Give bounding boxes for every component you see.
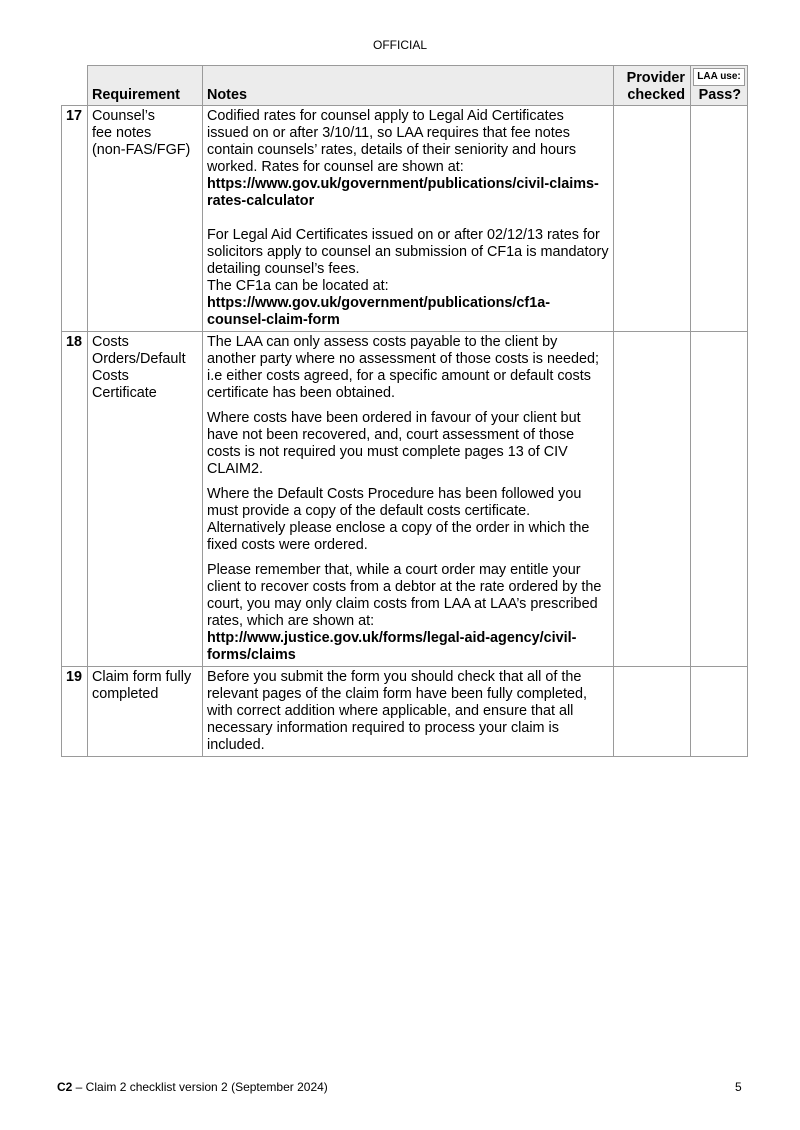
footer-document-title (57, 1080, 328, 1094)
table-row (62, 106, 748, 332)
row-number: 17 (62, 106, 88, 332)
requirement-line: (non-FAS/FGF) (92, 142, 191, 158)
header-notes (203, 66, 614, 106)
notes-paragraph: Please remember that, while a court order may entitle your client to recover costs from a debtor at the rate ordered by the court, you may only claim costs from LAA at LAA’s prescribed rates, which are shown at: (207, 562, 602, 629)
notes-cell (203, 106, 614, 332)
header-provider-label (627, 70, 685, 104)
header-requirement-label: Requirement (92, 87, 180, 103)
pass-label: Pass? (698, 87, 741, 103)
requirement-line: Claim form fully (92, 669, 192, 685)
requirement-line: Costs (92, 334, 129, 350)
header-provider-checked (614, 66, 691, 106)
header-provider-line2: checked (627, 87, 685, 103)
laa-pass-cell[interactable] (691, 332, 748, 667)
notes-cell (203, 667, 614, 757)
notes-paragraph: The CF1a can be located at: (207, 278, 389, 294)
header-notes-label: Notes (207, 87, 247, 103)
civil-forms-claims-link[interactable]: http://www.justice.gov.uk/forms/legal-aid-agency/civil-forms/claims (207, 630, 577, 663)
notes-paragraph: Before you submit the form you should check that all of the relevant pages of the claim form have been fully completed, with correct addition where applicable, and ensure that all necessary information required to process your claim is included. (207, 669, 587, 753)
laa-pass-cell[interactable] (691, 106, 748, 332)
footer-title: – Claim 2 checklist version 2 (September 2024) (72, 1080, 328, 1094)
requirement-cell (88, 332, 203, 667)
header-provider-line1: Provider (626, 70, 685, 86)
laa-use-label: LAA use: (693, 68, 745, 86)
requirement-line: Certificate (92, 385, 157, 401)
notes-paragraph: Where the Default Costs Procedure has been followed you must provide a copy of the default costs certificate. Alternatively please enclose a copy of the order in which the fixed costs were ordered. (207, 486, 590, 553)
notes-paragraph: Codified rates for counsel apply to Legal Aid Certificates issued on or after 3/10/11, so LAA requires that fee notes contain counsels’ rates, details of their seniority and hours worked. Rates for counsel are shown at: (207, 108, 577, 175)
laa-pass-cell[interactable] (691, 667, 748, 757)
table-row (62, 332, 748, 667)
notes-paragraph: Where costs have been ordered in favour of your client but have not been recovered, and, court assessment of those costs is not required you must complete pages 13 of CIV CLAIM2. (207, 410, 581, 477)
provider-checked-cell[interactable] (614, 106, 691, 332)
notes-paragraph: For Legal Aid Certificates issued on or after 02/12/13 rates for solicitors apply to counsel an submission of CF1a is mandatory detailing counsel’s fees. (207, 227, 609, 277)
requirement-line: Counsel’s (92, 108, 155, 124)
page-number: 5 (735, 1080, 742, 1094)
checklist-table (61, 65, 748, 757)
requirement-line: Costs (92, 368, 129, 384)
notes-paragraph: The LAA can only assess costs payable to the client by another party where no assessment of those costs is needed; i.e either costs agreed, for a specific amount or default costs certificate has been obtained. (207, 334, 599, 401)
cf1a-form-link[interactable]: https://www.gov.uk/government/publications/cf1a-counsel-claim-form (207, 295, 551, 328)
row-number: 19 (62, 667, 88, 757)
header-requirement (88, 66, 203, 106)
footer-code: C2 (57, 1080, 73, 1094)
classification-marking: OFFICIAL (372, 38, 427, 52)
requirement-line: fee notes (92, 125, 152, 141)
row-number: 18 (62, 332, 88, 667)
table-row (62, 667, 748, 757)
requirement-cell (88, 106, 203, 332)
notes-cell (203, 332, 614, 667)
requirement-line: completed (92, 686, 159, 702)
header-number-cell (62, 66, 88, 106)
table-header-row (62, 66, 748, 106)
rates-calculator-link[interactable]: https://www.gov.uk/government/publications/civil-claims-rates-calculator (207, 176, 599, 209)
requirement-cell (88, 667, 203, 757)
provider-checked-cell[interactable] (614, 332, 691, 667)
header-laa-pass (691, 66, 748, 106)
requirement-line: Orders/Default (92, 351, 186, 367)
provider-checked-cell[interactable] (614, 667, 691, 757)
